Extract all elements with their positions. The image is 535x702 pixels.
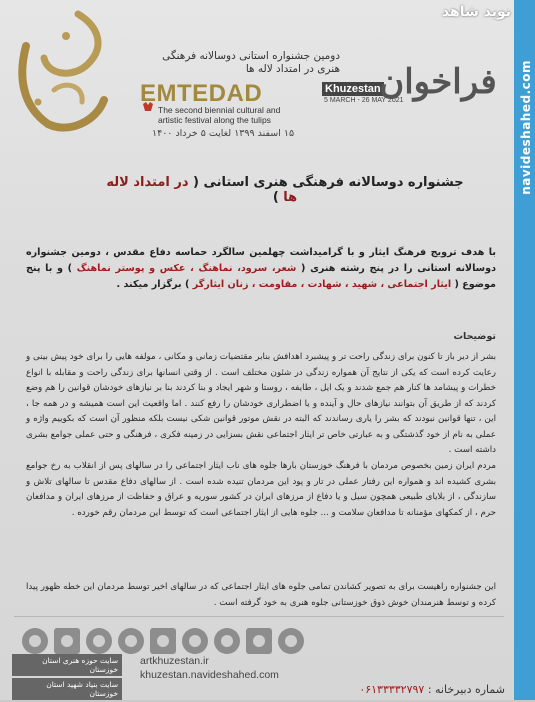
website-list	[140, 654, 279, 682]
brand-main-text: EMTEDAD	[140, 80, 263, 107]
english-subtitle-line-2: artistic festival along the tulips	[158, 115, 271, 125]
intro-part-1: با هدف ترویج فرهنگ ایثار و با گرامیداشت چهلمین سالگرد حماسه دفاع مقدس ، دومین جشنواره دوسالانه استانی را در پنج رشته هنری (	[26, 247, 497, 274]
tulip-icon	[142, 102, 154, 112]
watermark-side-text: navideshahed.com	[519, 60, 533, 195]
secretariat-phone	[255, 683, 505, 696]
website-link-navideshahed[interactable]: khuzestan.navideshahed.com	[140, 669, 279, 681]
credit-art-bureau: سایت حوزه هنری استان خوزستان	[12, 654, 122, 676]
main-title-prefix: جشنواره دوسالانه فرهنگی هنری استانی (	[193, 175, 464, 190]
brand-logo	[140, 80, 404, 108]
website-link-art[interactable]: artkhuzestan.ir	[140, 655, 209, 667]
brand-dates: 5 MARCH - 26 MAY 2021	[324, 97, 404, 104]
sponsor-logo-icon	[278, 628, 304, 654]
brand-region-badge: Khuzestan	[322, 82, 384, 96]
explanation-paragraph-3: این جشنواره راهیست برای به تصویر کشاندن تمامی جلوه های ایثار اجتماعی که در سالهای اخیر توسط مردمان این خطه ظهور پیدا کرده و توسط هنرمندان خوش ذوق خوزستانی جلوه هنری به خود گرفته است .	[26, 582, 496, 608]
festival-persian-title: دومین جشنواره استانی دوسالانه فرهنگی هنری در امتداد لاله ها	[162, 50, 340, 75]
sponsor-logo-icon	[86, 628, 112, 654]
watermark-side-strip	[514, 0, 535, 700]
main-title-suffix: )	[272, 190, 279, 205]
sponsor-logos	[22, 624, 322, 658]
sponsor-logo-icon	[150, 628, 176, 654]
credit-martyr-foundation: سایت بنیاد شهید استان خوزستان	[12, 678, 122, 700]
explanations-heading: توضیحات	[453, 331, 496, 342]
explanation-paragraph-2: مردم ایران زمین بخصوص مردمان با فرهنگ خوزستان بارها جلوه های ناب ایثار اجتماعی را در سالهای پس از انقلاب به رخ جوامع بشری کشیده اند و همواره این رفتار عملی در تار و پود این مردمان تنیده شده است . از سالهای دفاع مقدس تا سالهای تلاش و سازندگی ، از بلایای طبیعی همچون سیل و یا دفاع از مرزهای ایران در کشور سوریه و عراق و حفاظت از مرزهای ایران و مدافعان حرم ، از کمکهای مؤمنانه تا مدافعان سلامت و ... جلوه هایی از ایثار اجتماعی است که توسط این مردمان رقم خورده .	[26, 461, 496, 518]
intro-part-2: ) و با پنج موضوع (	[26, 263, 496, 290]
call-heading: فراخوان	[379, 62, 497, 102]
explanation-paragraph-1: بشر از دیر باز تا کنون برای زندگی راحت تر و پیشبرد اهدافش بنابر مقتضیات زمانی و مکانی ، مولفه هایی را برای خود پیش بینی و رعایت کرده است که یکی از نتایج آن همواره زندگی در شئون مختلف است . از وقتی انسانها برای زندگی راحت و مقابله با انواع خطرات و پیشامد ها کنار هم جمع شدند و یک ایل ، طایفه ، روستا و شهر ایجاد و بنا کردند بنا بر نیازهای خودشان قوانین را هم وضع کردند که از طریق آن بتوانند نیازهای حال و آینده و یا اضطراری خودشان را رفع کنند . اما واقعیت این است همیشه و در همه جا ، این ، تنها قوانین نبودند که بشر را یاری رساندند که البته در نقش موتور قوانین شکی نیست بلکه منظور آن است که بکوییم واژه و عملی به نام از خود گذشتگی و به عبارتی خاص تر ایثار اجتماعی نقش بسزایی در زمینه فکری ، فرهنگی و حتی عملی جوامع بشری داشته است .	[26, 352, 496, 455]
festival-logo-icon	[8, 6, 113, 136]
secretariat-number[interactable]: ۰۶۱۳۳۳۳۲۷۹۷	[359, 684, 425, 696]
footer-divider	[14, 616, 504, 617]
intro-topics: ایثار اجتماعی ، شهید ، شهادت ، مقاومت ، زنان ایثارگر	[189, 279, 455, 290]
sponsor-logo-icon	[118, 628, 144, 654]
english-subtitle	[158, 105, 280, 125]
intro-part-3: ) برگزار میکند .	[116, 279, 190, 290]
sponsor-logo-icon	[214, 628, 240, 654]
festival-date-range: ۱۵ اسفند ۱۳۹۹ لغایت ۵ خرداد ۱۴۰۰	[152, 128, 295, 139]
main-title	[100, 175, 470, 205]
sponsor-logo-icon	[182, 628, 208, 654]
sponsor-logo-icon	[22, 628, 48, 654]
watermark-top-text: نوید شاهد	[441, 4, 511, 20]
secretariat-label: شماره دبیرخانه :	[427, 683, 505, 696]
credits	[12, 654, 132, 702]
sponsor-logo-icon	[54, 628, 80, 654]
intro-paragraph	[26, 245, 496, 293]
english-subtitle-line-1: The second biennial cultural and	[158, 105, 281, 115]
sponsor-logo-icon	[246, 628, 272, 654]
intro-fields: شعر، سرود، نماهنگ ، عکس و پوستر نماهنگ	[72, 263, 302, 274]
main-title-highlight: در امتداد لاله ها	[106, 175, 298, 205]
